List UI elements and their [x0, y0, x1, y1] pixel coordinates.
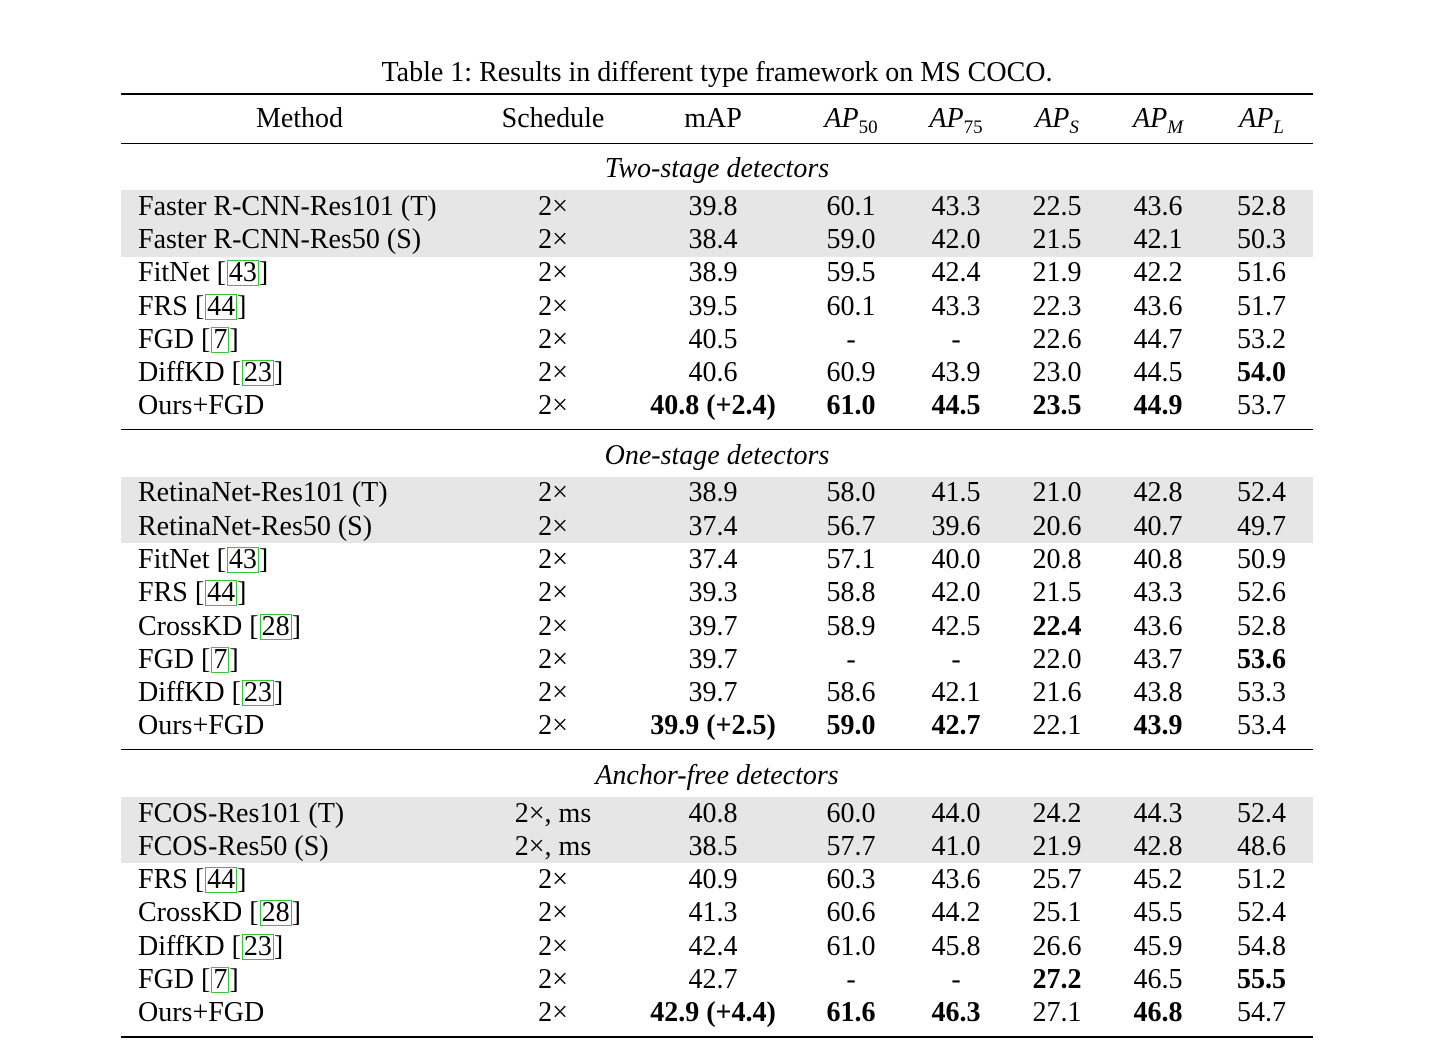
table-row	[121, 997, 1313, 1037]
method-name: FGD	[138, 963, 195, 995]
ap75-cell: 41.0	[904, 830, 1008, 863]
ap50-cell: 60.3	[826, 864, 876, 896]
method-name: RetinaNet-Res101 (T)	[138, 477, 388, 509]
ap75-cell: 42.4	[931, 257, 981, 289]
ap50-cell: 60.1	[798, 190, 904, 223]
map-cell: 37.4	[688, 544, 738, 576]
method-cell: CrossKD [ 28]	[138, 897, 301, 929]
ap75-cell: 42.1	[931, 677, 981, 709]
method-cell: FRS [ 44]	[138, 577, 247, 609]
table-caption: Table 1: Results in different type framework on MS COCO.	[381, 57, 1053, 88]
map-cell: 39.8	[628, 190, 798, 223]
ap50-cell: 59.0	[826, 709, 876, 741]
apm-cell: 43.7	[1133, 643, 1183, 675]
schedule-cell: 2×	[478, 510, 628, 543]
ap75-cell: 44.0	[904, 797, 1008, 830]
table-row	[121, 356, 1313, 389]
map-cell: 37.4	[628, 510, 798, 543]
apl-cell: 52.4	[1210, 797, 1313, 830]
section-heading-row	[121, 430, 1313, 477]
ap75-cell: 42.0	[931, 577, 981, 609]
citation-link[interactable]: 28	[261, 610, 290, 642]
method-name: FCOS-Res101 (T)	[138, 797, 345, 829]
method-cell: FRS [ 44]	[138, 290, 247, 322]
schedule-cell: 2×	[538, 930, 568, 962]
citation-link[interactable]: 44	[207, 864, 236, 896]
method-name: FRS	[138, 864, 188, 896]
apm-cell: 46.8	[1133, 996, 1183, 1028]
header-ap75: $AP_{75}$	[929, 102, 983, 138]
table-header	[121, 94, 1313, 143]
ap75-cell: 40.0	[931, 544, 981, 576]
apm-cell: 43.3	[1133, 577, 1183, 609]
map-cell: 39.7	[688, 677, 738, 709]
table-row	[121, 223, 1313, 256]
schedule-cell: 2×	[538, 963, 568, 995]
method-name: FGD	[138, 643, 195, 675]
section-heading-row	[121, 143, 1313, 190]
aps-cell: 22.5	[1008, 190, 1106, 223]
map-cell: 39.3	[688, 577, 738, 609]
apl-cell: 54.0	[1237, 357, 1286, 389]
ap75-cell: 43.6	[931, 864, 981, 896]
table-row	[121, 677, 1313, 710]
ap50-cell: 56.7	[798, 510, 904, 543]
apm-cell: 44.9	[1133, 389, 1183, 421]
schedule-cell: 2×	[478, 477, 628, 510]
method-cell	[121, 190, 478, 223]
apm-cell: 42.1	[1106, 223, 1210, 256]
ap50-cell: 58.9	[826, 610, 876, 642]
method-cell: FRS [ 44]	[138, 864, 247, 896]
ap50-cell: 61.6	[826, 996, 876, 1028]
method-name: DiffKD	[138, 357, 225, 389]
ap50-cell: 58.0	[798, 477, 904, 510]
method-cell: FGD [ 7]	[138, 963, 239, 995]
apm-cell: 40.7	[1106, 510, 1210, 543]
apm-cell: 44.5	[1133, 357, 1183, 389]
ap75-cell: 39.6	[904, 510, 1008, 543]
method-name: FitNet	[138, 257, 210, 289]
citation-link[interactable]: 7	[213, 643, 228, 675]
apl-cell: 53.3	[1237, 677, 1286, 709]
schedule-cell: 2×	[478, 190, 628, 223]
apm-cell: 44.3	[1106, 797, 1210, 830]
aps-cell: 20.6	[1008, 510, 1106, 543]
ap75-cell: 44.2	[931, 897, 981, 929]
aps-cell: 22.1	[1032, 709, 1082, 741]
method-name: FGD	[138, 323, 195, 355]
section-heading-row	[121, 750, 1313, 797]
table-section	[121, 143, 1313, 430]
table-section	[121, 430, 1313, 750]
method-cell: DiffKD [ 23]	[138, 930, 284, 962]
map-cell: 39.7	[688, 610, 738, 642]
method-name: DiffKD	[138, 930, 225, 962]
method-cell: FGD [ 7]	[138, 323, 239, 355]
ap50-cell: 61.0	[826, 389, 876, 421]
citation-link[interactable]: 44	[207, 290, 236, 322]
method-name: Faster R-CNN-Res50 (S)	[138, 223, 422, 255]
aps-cell: 21.9	[1032, 257, 1082, 289]
apl-cell: 52.8	[1237, 610, 1286, 642]
schedule-cell: 2×	[538, 996, 568, 1028]
aps-cell: 24.2	[1008, 797, 1106, 830]
ap50-cell: -	[846, 963, 856, 995]
table-row	[121, 290, 1313, 323]
apl-cell: 50.9	[1237, 544, 1286, 576]
ap50-cell: -	[846, 643, 856, 675]
aps-cell: 21.0	[1008, 477, 1106, 510]
citation-link[interactable]: 7	[213, 963, 228, 995]
ap50-cell: 60.6	[826, 897, 876, 929]
apm-cell: 45.9	[1133, 930, 1183, 962]
ap75-cell: 43.9	[931, 357, 981, 389]
section-title: One-stage detectors	[604, 440, 830, 472]
table-row	[121, 510, 1313, 543]
map-cell: 40.9	[688, 864, 738, 896]
citation-link[interactable]: 23	[243, 357, 272, 389]
apl-cell: 52.4	[1237, 897, 1286, 929]
schedule-cell: 2×	[538, 389, 568, 421]
apl-cell: 55.5	[1237, 963, 1286, 995]
schedule-cell: 2×	[538, 357, 568, 389]
ap75-cell: 44.5	[931, 389, 981, 421]
ap50-cell: 60.9	[826, 357, 876, 389]
apl-cell: 52.6	[1237, 577, 1286, 609]
apm-cell: 45.5	[1133, 897, 1183, 929]
apl-cell: 52.4	[1210, 477, 1313, 510]
aps-cell: 25.7	[1032, 864, 1082, 896]
aps-cell: 23.5	[1032, 389, 1082, 421]
ap75-cell: 42.7	[931, 709, 981, 741]
aps-cell: 22.0	[1032, 643, 1082, 675]
method-name: RetinaNet-Res50 (S)	[138, 510, 373, 542]
apm-cell: 43.6	[1133, 290, 1183, 322]
schedule-cell: 2×	[538, 610, 568, 642]
header-schedule: Schedule	[501, 102, 605, 134]
map-cell: 39.9 (+2.5)	[650, 709, 776, 741]
schedule-cell: 2×, ms	[478, 830, 628, 863]
ap50-cell: 60.1	[826, 290, 876, 322]
schedule-cell: 2×	[538, 897, 568, 929]
method-name: DiffKD	[138, 677, 225, 709]
header-map: mAP	[684, 102, 742, 134]
table-row	[121, 323, 1313, 356]
citation-link[interactable]: 43	[228, 544, 257, 576]
method-cell	[121, 797, 478, 830]
citation-link[interactable]: 23	[243, 677, 272, 709]
ap50-cell: 58.6	[826, 677, 876, 709]
ap75-cell: -	[951, 323, 961, 355]
schedule-cell: 2×	[538, 577, 568, 609]
table-row	[121, 543, 1313, 576]
table-row	[121, 577, 1313, 610]
method-cell	[121, 710, 478, 750]
apm-cell: 43.6	[1133, 610, 1183, 642]
table-row	[121, 930, 1313, 963]
ap50-cell: 57.7	[798, 830, 904, 863]
aps-cell: 21.6	[1032, 677, 1082, 709]
schedule-cell: 2×	[538, 544, 568, 576]
ap50-cell: 60.0	[798, 797, 904, 830]
header-apl: $AP_L$	[1239, 102, 1284, 138]
map-cell: 39.5	[688, 290, 738, 322]
header-ap50: $AP_{50}$	[824, 102, 878, 138]
method-name: CrossKD	[138, 897, 243, 929]
aps-cell: 27.1	[1032, 996, 1082, 1028]
aps-cell: 21.5	[1032, 577, 1082, 609]
map-cell: 38.5	[628, 830, 798, 863]
map-cell: 41.3	[688, 897, 738, 929]
schedule-cell: 2×	[538, 323, 568, 355]
table-row	[121, 963, 1313, 996]
apl-cell: 51.2	[1237, 864, 1286, 896]
section-title: Two-stage detectors	[604, 153, 830, 185]
method-cell: CrossKD [ 28]	[138, 610, 301, 642]
method-name: FitNet	[138, 544, 210, 576]
method-name: FRS	[138, 290, 188, 322]
ap75-cell: -	[951, 643, 961, 675]
table-row	[121, 257, 1313, 290]
ap75-cell: 46.3	[931, 996, 981, 1028]
apl-cell: 51.7	[1237, 290, 1286, 322]
table-row	[121, 797, 1313, 830]
ap75-cell: 45.8	[931, 930, 981, 962]
apl-cell: 53.6	[1237, 643, 1286, 675]
ap50-cell: 58.8	[826, 577, 876, 609]
method-cell	[121, 223, 478, 256]
aps-cell: 22.3	[1032, 290, 1082, 322]
ap50-cell: -	[846, 323, 856, 355]
aps-cell: 25.1	[1032, 897, 1082, 929]
map-cell: 40.8 (+2.4)	[650, 389, 776, 421]
apm-cell: 42.8	[1106, 477, 1210, 510]
map-cell: 38.9	[628, 477, 798, 510]
citation-link[interactable]: 28	[261, 897, 290, 929]
table-row	[121, 710, 1313, 750]
method-cell: DiffKD [ 23]	[138, 357, 284, 389]
aps-cell: 27.2	[1032, 963, 1082, 995]
apm-cell: 43.8	[1133, 677, 1183, 709]
apm-cell: 43.6	[1106, 190, 1210, 223]
table-row	[121, 610, 1313, 643]
results-table	[121, 93, 1313, 1038]
apl-cell: 53.4	[1237, 709, 1286, 741]
apl-cell: 49.7	[1210, 510, 1313, 543]
apl-cell: 48.6	[1210, 830, 1313, 863]
apl-cell: 53.7	[1237, 389, 1286, 421]
apl-cell: 53.2	[1237, 323, 1286, 355]
ap75-cell: 41.5	[904, 477, 1008, 510]
map-cell: 40.8	[628, 797, 798, 830]
table-row	[121, 897, 1313, 930]
header-aps: $AP_S$	[1035, 102, 1079, 138]
method-name: Ours+FGD	[138, 709, 265, 741]
apl-cell: 52.8	[1210, 190, 1313, 223]
map-cell: 42.4	[688, 930, 738, 962]
apm-cell: 46.5	[1133, 963, 1183, 995]
ap75-cell: 43.3	[904, 190, 1008, 223]
table-row	[121, 390, 1313, 430]
aps-cell: 23.0	[1032, 357, 1082, 389]
ap75-cell: 42.0	[904, 223, 1008, 256]
section-title: Anchor-free detectors	[595, 760, 839, 792]
ap50-cell: 61.0	[826, 930, 876, 962]
ap75-cell: 43.3	[931, 290, 981, 322]
aps-cell: 20.8	[1032, 544, 1082, 576]
apl-cell: 54.7	[1237, 996, 1286, 1028]
method-cell	[121, 390, 478, 430]
table-row	[121, 190, 1313, 223]
map-cell: 38.4	[628, 223, 798, 256]
map-cell: 39.7	[688, 643, 738, 675]
schedule-cell: 2×, ms	[478, 797, 628, 830]
method-name: FRS	[138, 577, 188, 609]
ap75-cell: 42.5	[931, 610, 981, 642]
schedule-cell: 2×	[538, 677, 568, 709]
method-cell: FGD [ 7]	[138, 643, 239, 675]
apm-cell: 44.7	[1133, 323, 1183, 355]
aps-cell: 26.6	[1032, 930, 1082, 962]
schedule-cell: 2×	[478, 223, 628, 256]
method-name: Ours+FGD	[138, 389, 265, 421]
apm-cell: 42.8	[1106, 830, 1210, 863]
method-cell	[121, 510, 478, 543]
schedule-cell: 2×	[538, 709, 568, 741]
aps-cell: 21.9	[1008, 830, 1106, 863]
method-cell	[121, 830, 478, 863]
header-method: Method	[255, 102, 344, 134]
table-row	[121, 830, 1313, 863]
map-cell: 42.7	[688, 963, 738, 995]
citation-link[interactable]: 43	[228, 257, 257, 289]
apl-cell: 51.6	[1237, 257, 1286, 289]
method-name: FCOS-Res50 (S)	[138, 830, 329, 862]
schedule-cell: 2×	[538, 257, 568, 289]
apm-cell: 45.2	[1133, 864, 1183, 896]
ap50-cell: 57.1	[826, 544, 876, 576]
apm-cell: 42.2	[1133, 257, 1183, 289]
citation-link[interactable]: 23	[243, 930, 272, 962]
aps-cell: 22.6	[1032, 323, 1082, 355]
table-row	[121, 863, 1313, 896]
map-cell: 38.9	[688, 257, 738, 289]
apm-cell: 40.8	[1133, 544, 1183, 576]
map-cell: 40.6	[688, 357, 738, 389]
schedule-cell: 2×	[538, 643, 568, 675]
table-row	[121, 643, 1313, 676]
method-cell	[121, 477, 478, 510]
method-cell: FitNet [ 43]	[138, 544, 269, 576]
method-name: CrossKD	[138, 610, 243, 642]
method-cell: FitNet [ 43]	[138, 257, 269, 289]
method-cell	[121, 997, 478, 1037]
schedule-cell: 2×	[538, 864, 568, 896]
aps-cell: 22.4	[1032, 610, 1082, 642]
aps-cell: 21.5	[1008, 223, 1106, 256]
method-name: Faster R-CNN-Res101 (T)	[138, 190, 437, 222]
ap50-cell: 59.0	[798, 223, 904, 256]
table-section	[121, 750, 1313, 1037]
ap75-cell: -	[951, 963, 961, 995]
map-cell: 40.5	[688, 323, 738, 355]
ap50-cell: 59.5	[826, 257, 876, 289]
map-cell: 42.9 (+4.4)	[650, 996, 776, 1028]
citation-link[interactable]: 7	[213, 323, 228, 355]
table-row	[121, 477, 1313, 510]
method-cell: DiffKD [ 23]	[138, 677, 284, 709]
citation-link[interactable]: 44	[207, 577, 236, 609]
apm-cell: 43.9	[1133, 709, 1183, 741]
schedule-cell: 2×	[538, 290, 568, 322]
apl-cell: 54.8	[1237, 930, 1286, 962]
method-name: Ours+FGD	[138, 996, 265, 1028]
apl-cell: 50.3	[1210, 223, 1313, 256]
header-apm: $AP_M$	[1132, 102, 1184, 138]
